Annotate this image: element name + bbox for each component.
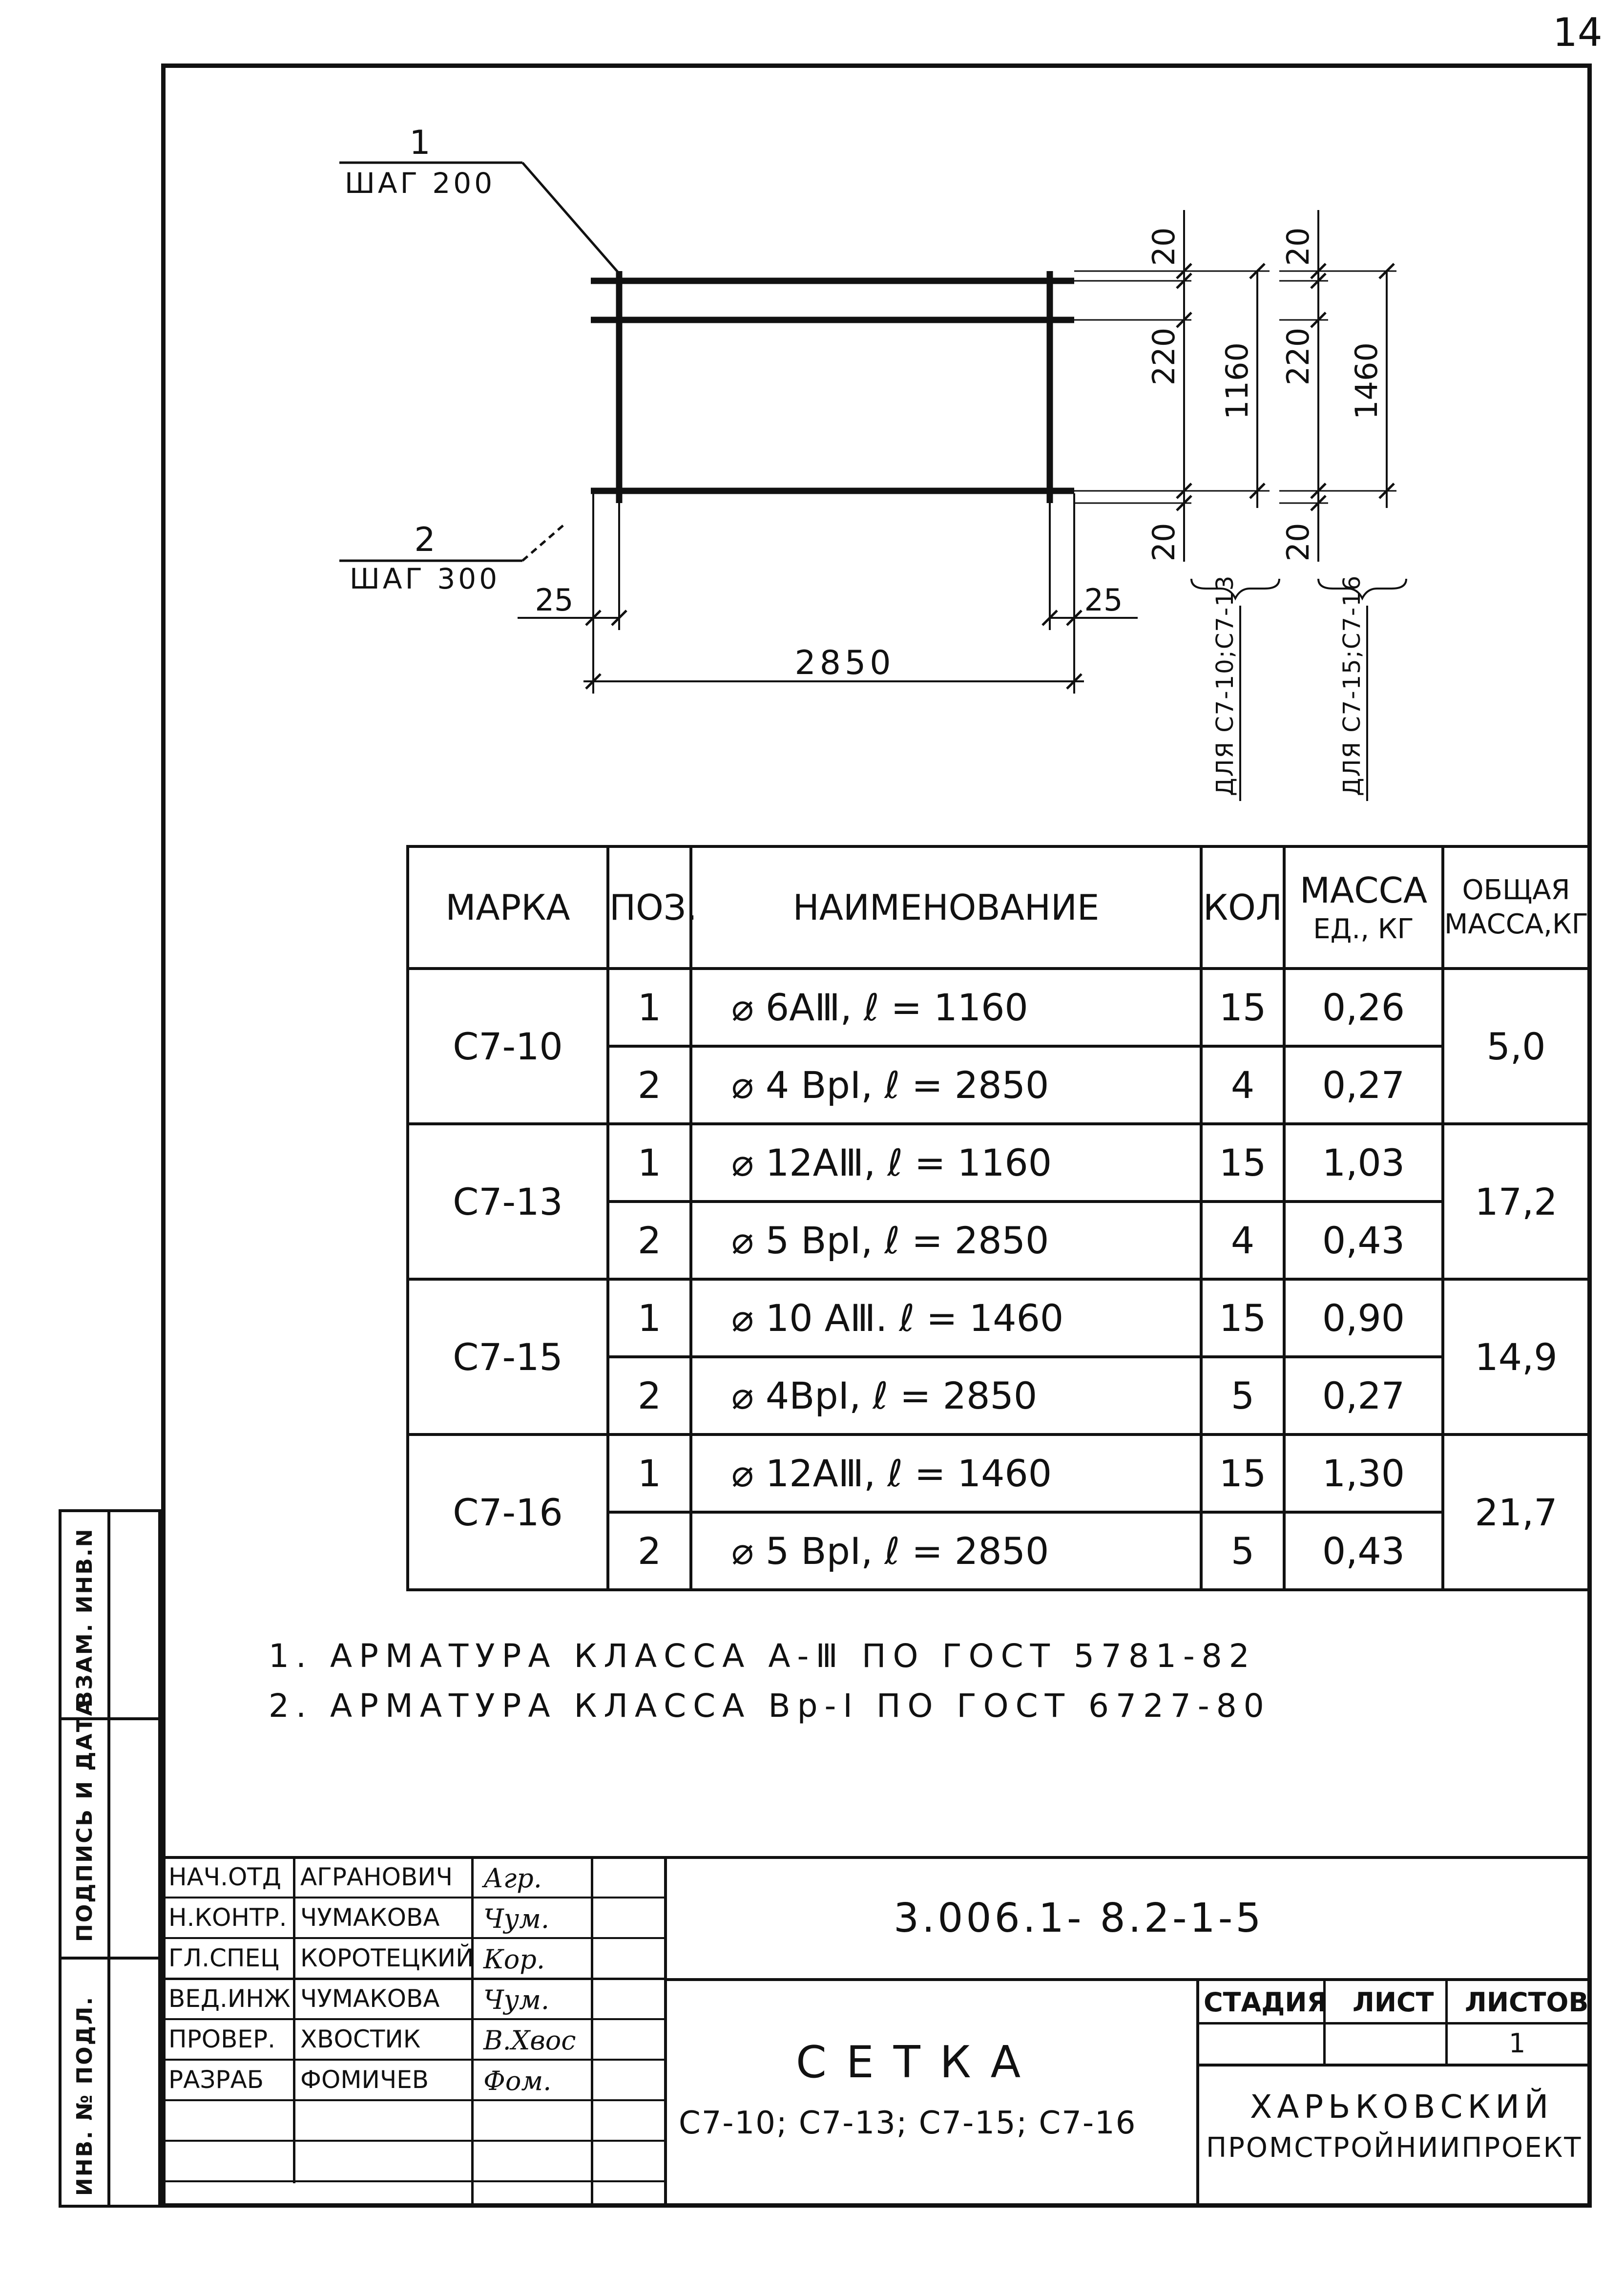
total-cell: 21,7	[1443, 1434, 1589, 1590]
staff-name: ЧУМАКОВА	[300, 1984, 440, 2013]
notes	[269, 1631, 1271, 1731]
qty-cell: 15	[1201, 969, 1284, 1046]
mark-cell: С7-16	[408, 1434, 608, 1590]
margin-sign-date: ПОДПИСЬ И ДАТА	[72, 1698, 97, 1942]
mesh-drawing	[0, 0, 1624, 830]
mass-cell: 1,30	[1284, 1434, 1443, 1512]
name-cell: ⌀ 4ВрI, ℓ = 2850	[691, 1357, 1201, 1434]
name-cell: ⌀ 10 АⅢ. ℓ = 1460	[691, 1279, 1201, 1357]
callout-2-number: 2	[414, 521, 436, 559]
pos-cell: 1	[608, 1434, 691, 1512]
page-number: 14	[1553, 10, 1603, 55]
table-row	[408, 1434, 1589, 1512]
qty-cell: 15	[1201, 1434, 1284, 1512]
total-cell: 14,9	[1443, 1279, 1589, 1434]
staff-signature: Кор.	[483, 1944, 545, 1975]
mark-cell: С7-15	[408, 1279, 608, 1434]
organization-line1: ХАРЬКОВСКИЙ	[1250, 2088, 1554, 2126]
staff-name: КОРОТЕЦКИЙ	[300, 1944, 474, 1972]
dimB-total: 1460	[1349, 342, 1384, 420]
dim-right-offset: 25	[1084, 582, 1123, 618]
staff-name: ХВОСТИК	[300, 2025, 421, 2053]
margin-divider	[62, 1957, 158, 1960]
staff-signature: Чум.	[483, 1984, 549, 2015]
header-mark: МАРКА	[408, 846, 608, 969]
pos-cell: 1	[608, 1279, 691, 1357]
pos-cell: 2	[608, 1046, 691, 1124]
note-1: 1. АРМАТУРА КЛАССА А-Ⅲ ПО ГОСТ 5781-82	[269, 1637, 1256, 1675]
dimA-label: ДЛЯ С7-10;С7-13	[1211, 574, 1239, 796]
margin-inv-orig: ИНВ. № ПОДЛ.	[72, 1995, 97, 2196]
name-cell: ⌀ 6АⅢ, ℓ = 1160	[691, 969, 1201, 1046]
pos-cell: 2	[608, 1357, 691, 1434]
total-cell: 17,2	[1443, 1124, 1589, 1279]
header-pos: ПОЗ.	[608, 846, 691, 969]
qty-cell: 15	[1201, 1279, 1284, 1357]
mass-cell: 1,03	[1284, 1124, 1443, 1202]
staff-signature: Фом.	[483, 2066, 552, 2096]
dimB-label: ДЛЯ С7-15;С7-16	[1338, 574, 1366, 796]
pos-cell: 2	[608, 1512, 691, 1590]
staff-role: Н.КОНТР.	[168, 1903, 287, 1932]
name-cell: ⌀ 12АⅢ, ℓ = 1160	[691, 1124, 1201, 1202]
staff-signature: Чум.	[483, 1903, 549, 1934]
staff-name: АГРАНОВИЧ	[300, 1863, 453, 1891]
table-header-row	[408, 846, 1589, 969]
name-cell: ⌀ 4 ВрI, ℓ = 2850	[691, 1046, 1201, 1124]
header-qty: КОЛ	[1201, 846, 1284, 969]
mass-cell: 0,26	[1284, 969, 1443, 1046]
dimB-top: 20	[1280, 227, 1316, 266]
header-total-line1: ОБЩАЯ	[1462, 874, 1570, 906]
total-cell: 5,0	[1443, 969, 1589, 1124]
pos-cell: 1	[608, 1124, 691, 1202]
dimB-bottom: 20	[1280, 523, 1316, 562]
qty-cell: 4	[1201, 1202, 1284, 1279]
dimA-total: 1160	[1219, 342, 1255, 420]
table-row	[408, 1279, 1589, 1357]
staff-role: ПРОВЕР.	[168, 2025, 276, 2053]
staff-name: ЧУМАКОВА	[300, 1903, 440, 1932]
mark-cell: С7-10	[408, 969, 608, 1124]
sheets-value: 1	[1509, 2028, 1526, 2059]
staff-role: НАЧ.ОТД	[168, 1863, 281, 1891]
organization-line2: ПРОМСТРОЙНИИПРОЕКТ	[1206, 2132, 1582, 2164]
margin-inv-swap: ВЗАМ. ИНВ.N	[72, 1527, 97, 1708]
name-cell: ⌀ 12АⅢ, ℓ = 1460	[691, 1434, 1201, 1512]
mass-cell: 0,43	[1284, 1512, 1443, 1590]
callout-1-number: 1	[409, 124, 431, 162]
mass-cell: 0,27	[1284, 1046, 1443, 1124]
header-total-line2: МАССА,КГ	[1444, 908, 1588, 940]
pos-cell: 2	[608, 1202, 691, 1279]
qty-cell: 15	[1201, 1124, 1284, 1202]
header-mass-line2: ЕД., КГ	[1313, 913, 1414, 945]
note-2: 2. АРМАТУРА КЛАССА Вр-I ПО ГОСТ 6727-80	[269, 1687, 1271, 1725]
dimA-upper: 220	[1146, 327, 1182, 386]
name-cell: ⌀ 5 ВрI, ℓ = 2850	[691, 1512, 1201, 1590]
staff-signature: В.Хвос	[483, 2025, 576, 2056]
header-total	[1443, 846, 1589, 969]
drawing-title: СЕТКА	[796, 2037, 1041, 2088]
name-cell: ⌀ 5 ВрI, ℓ = 2850	[691, 1202, 1201, 1279]
staff-signature: Агр.	[483, 1863, 542, 1894]
staff-name: ФОМИЧЕВ	[300, 2066, 429, 2094]
dimA-bottom: 20	[1146, 523, 1182, 562]
drawing-subtitle: С7-10; С7-13; С7-15; С7-16	[679, 2105, 1137, 2141]
staff-role: РАЗРАБ	[168, 2066, 264, 2094]
staff-role: ВЕД.ИНЖ	[168, 1984, 291, 2013]
callout-2-step: ШАГ 300	[349, 562, 500, 595]
mass-cell: 0,90	[1284, 1279, 1443, 1357]
table-row	[408, 1124, 1589, 1202]
mass-cell: 0,43	[1284, 1202, 1443, 1279]
header-mass-line1: МАССА	[1299, 870, 1428, 911]
qty-cell: 5	[1201, 1512, 1284, 1590]
specification-table	[406, 845, 1591, 1591]
staff-role: ГЛ.СПЕЦ	[168, 1944, 279, 1972]
sheets-label: ЛИСТОВ	[1465, 1987, 1589, 2018]
dim-left-offset: 25	[535, 582, 574, 618]
qty-cell: 4	[1201, 1046, 1284, 1124]
document-code: 3.006.1- 8.2-1-5	[894, 1895, 1264, 1941]
callout-1-step: ШАГ 200	[344, 167, 496, 200]
mass-cell: 0,27	[1284, 1357, 1443, 1434]
header-name: НАИМЕНОВАНИЕ	[691, 846, 1201, 969]
dimB-upper: 220	[1280, 327, 1316, 386]
header-mass	[1284, 846, 1443, 969]
dim-length: 2850	[794, 644, 895, 682]
margin-stamp	[59, 1509, 161, 2208]
sheet-label: ЛИСТ	[1353, 1987, 1434, 2018]
table-row	[408, 969, 1589, 1046]
dimA-top: 20	[1146, 227, 1182, 266]
pos-cell: 1	[608, 969, 691, 1046]
mark-cell: С7-13	[408, 1124, 608, 1279]
title-block	[161, 1856, 1592, 2208]
qty-cell: 5	[1201, 1357, 1284, 1434]
stage-label: СТАДИЯ	[1204, 1987, 1328, 2018]
